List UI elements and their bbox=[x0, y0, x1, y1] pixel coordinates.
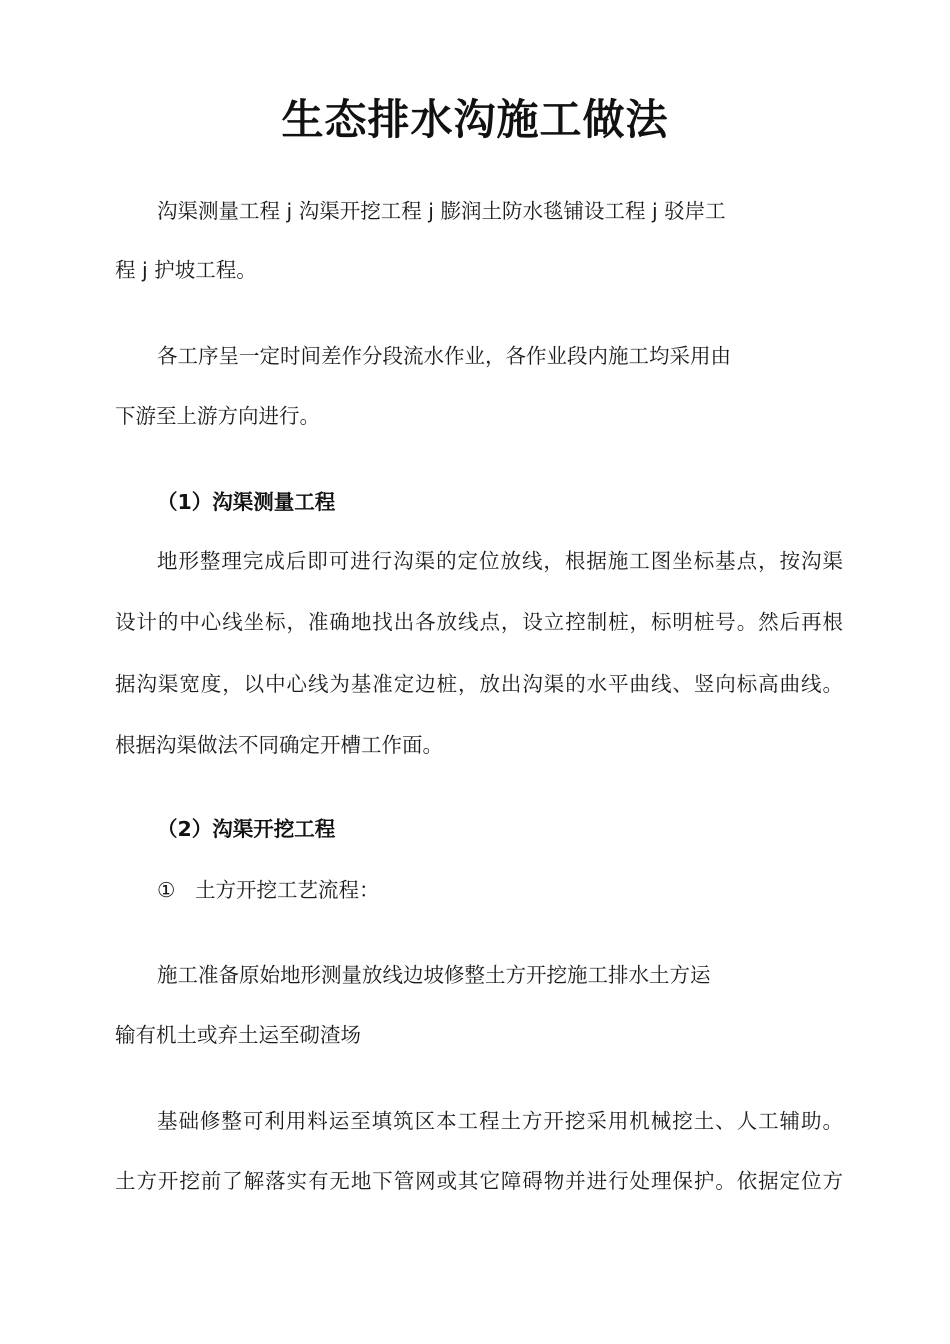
excavation-paragraph-line-2: 土方开挖前了解落实有无地下管网或其它障碍物并进行处理保护。依据定位方 bbox=[115, 1169, 843, 1193]
intro-paragraph-line-1: 沟渠测量工程 j 沟渠开挖工程 j 膨润土防水毯铺设工程 j 驳岸工 bbox=[157, 199, 726, 223]
section-heading-survey: （1）沟渠测量工程 bbox=[157, 490, 336, 514]
list-item-text: 土方开挖工艺流程： bbox=[195, 878, 380, 902]
excavation-paragraph-line-1: 基础修整可利用料运至填筑区本工程土方开挖采用机械挖土、人工辅助。 bbox=[157, 1109, 843, 1133]
survey-paragraph-line-2: 设计的中心线坐标，准确地找出各放线点，设立控制桩，标明桩号。然后再根 bbox=[115, 610, 843, 634]
survey-paragraph-line-3: 据沟渠宽度，以中心线为基准定边桩，放出沟渠的水平曲线、竖向标高曲线。 bbox=[115, 672, 843, 696]
section-heading-excavation: （2）沟渠开挖工程 bbox=[157, 817, 336, 841]
document-title: 生态排水沟施工做法 bbox=[281, 95, 669, 144]
survey-paragraph-line-4: 根据沟渠做法不同确定开槽工作面。 bbox=[115, 733, 443, 757]
list-item-earthwork-flow bbox=[157, 876, 380, 904]
list-item-marker: ① bbox=[157, 878, 176, 902]
flow-paragraph-line-2: 输有机土或弃土运至砌渣场 bbox=[115, 1023, 361, 1047]
survey-paragraph-line-1: 地形整理完成后即可进行沟渠的定位放线，根据施工图坐标基点，按沟渠 bbox=[157, 549, 843, 573]
sequence-paragraph-line-2: 下游至上游方向进行。 bbox=[115, 404, 320, 428]
sequence-paragraph-line-1: 各工序呈一定时间差作分段流水作业，各作业段内施工均采用由 bbox=[157, 344, 731, 368]
intro-paragraph-line-2: 程 j 护坡工程。 bbox=[115, 258, 257, 282]
flow-paragraph-line-1: 施工准备原始地形测量放线边坡修整土方开挖施工排水土方运 bbox=[157, 963, 711, 987]
